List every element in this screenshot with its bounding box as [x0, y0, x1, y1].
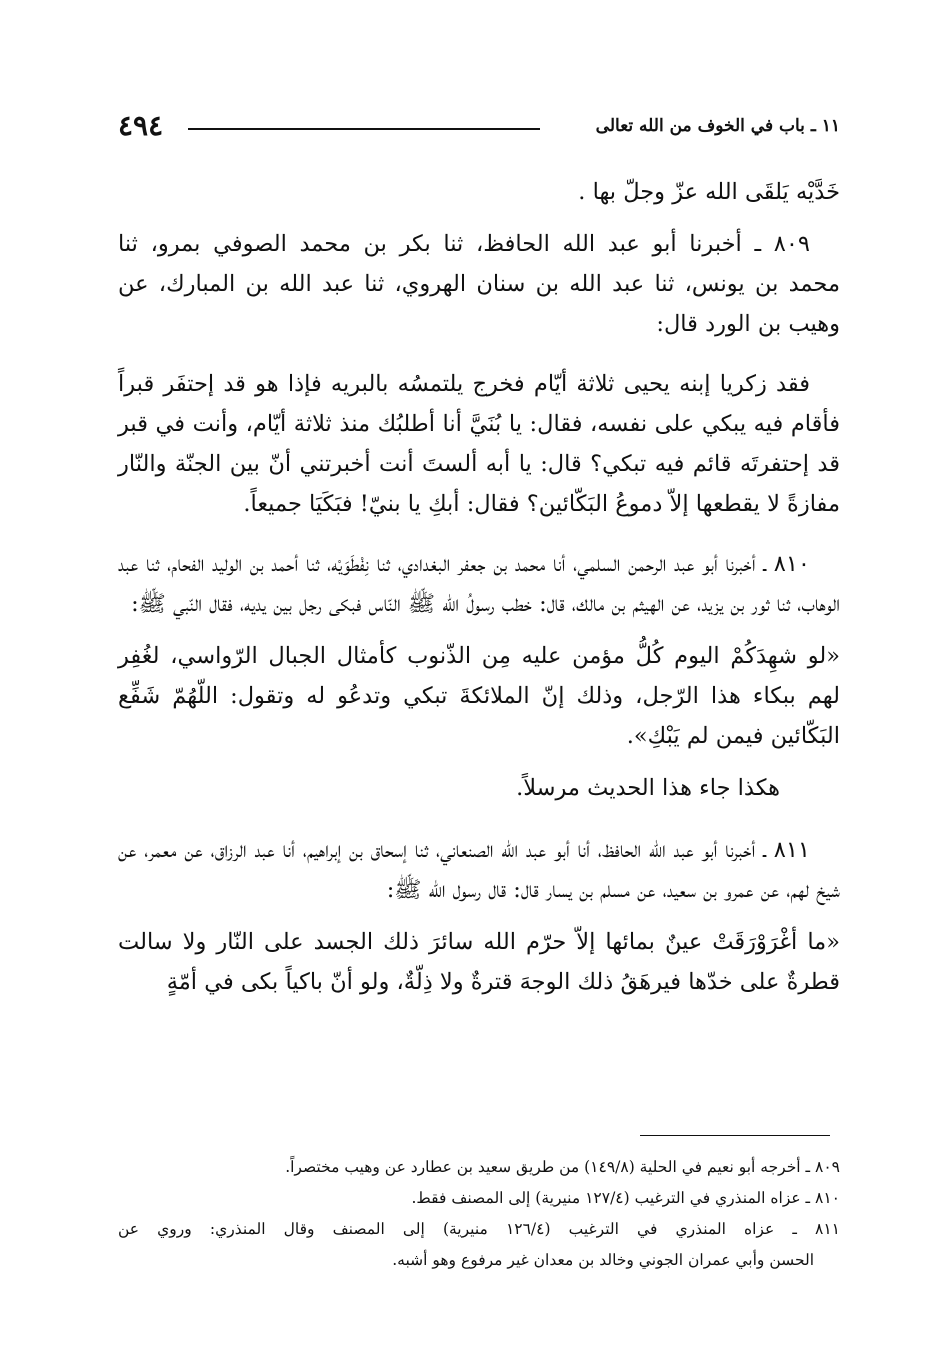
- hadith-809-isnad: [118, 224, 840, 344]
- hadith-810-note: هكذا جاء هذا الحديث مرسلاً.: [516, 775, 780, 801]
- continuation-line: خَدَّيْه يَلقَى الله عزّ وجلّ بها .: [578, 179, 840, 205]
- header-rule: [188, 128, 540, 130]
- hadith-809-line-1: ٨٠٩ ـ أخبرنا أبو عبد الله الحافظ، ثنا بكر بن محمد الصوفي بمرو، ثنا: [118, 231, 810, 257]
- hadith-810-isnad: ٨١٠ ـ أخبرنا أبو عبد الرحمن السلمي، أنا محمد بن جعفر البغدادي، ثنا نِفْطَوَيْه، ثنا أحمد بن الوليد الفحام، ثنا عبد الوهاب، ثنا ثور بن يزيد، عن الهيثم بن مالك، قال: خطب رسولُ الله ﷺ النّاس فبكى رجل بين يديه، فقال النّبي ﷺ:: [118, 551, 840, 617]
- footnote-rule: [640, 1135, 830, 1136]
- footnote-810: ٨١٠ ـ عزاه المنذري في الترغيب (١٢٧/٤ منيرية) إلى المصنف فقط.: [411, 1189, 840, 1207]
- hadith-811-isnad: ٨١١ ـ أخبرنا أبو عبد الله الحافظ، أنا أبو عبد الله الصنعاني، ثنا إسحاق بن إبراهيم، أنا عبد الرزاق، عن معمر، عن شيخ لهم، عن عمرو بن سعيد، عن مسلم بن يسار قال: قال رسول الله ﷺ:: [118, 837, 840, 903]
- page-number: ٤٩٤: [118, 109, 164, 142]
- hadith-811-text: «ما أغْرَوْرَقَتْ عينٌ بمائها إلاّ حرّم الله سائرَ ذلك الجسد على النّار ولا سالت قطرةٌ على خدّها فيرهَقُ ذلك الوجهَ قترةٌ ولا ذِلّةٌ، ولو أنّ باكياً بكى في أمّةٍ: [118, 929, 840, 995]
- running-header: [118, 108, 840, 144]
- footnote-811-line-1: ٨١١ ـ عزاه المنذري في الترغيب (١٢٦/٤ منيرية) إلى المصنف وقال المنذري: وروي عن: [118, 1220, 840, 1238]
- hadith-809-text: فقد زكريا إبنه يحيى ثلاثة أيّام فخرج يلتمسُه بالبريه فإذا هو قد إحتفَر قبراً فأقام فيه يبكي على نفسه، فقال: يا بُنَيَّ أنا أطلبُك منذ ثلاثة أيّام، وأنت في قبر قد إحتفرتَه قائم فيه تبكي؟ قال: يا أبه ألستَ أنت أخبرتني أنّ بين الجنّة والنّار مفازةً لا يقطعها إلاّ دموعُ البَكّائين؟ فقال: أبكِ يا بنيّ! فبَكَيَا جميعاً.: [118, 371, 840, 517]
- chapter-title: ١١ ـ باب في الخوف من الله تعالى: [595, 116, 840, 136]
- footnote-809: ٨٠٩ ـ أخرجه أبو نعيم في الحلية (١٤٩/٨) من طريق سعيد بن عطارد عن وهيب مختصراً.: [285, 1158, 840, 1176]
- hadith-809-line-3: وهيب بن الورد قال:: [656, 311, 840, 337]
- hadith-810-text: «لو شهِدَكُمْ اليوم كُلُّ مؤمن عليه مِن الذّنوب كأمثال الجبال الرّواسي، لغُفِر لهم ببكاء هذا الرّجل، وذلك إنّ الملائكةَ تبكي وتدعُو له وتقول: اللّهُمّ شَفِّع البَكّائين فيمن لم يَبْكِ».: [118, 643, 840, 749]
- footnote-811: [118, 1214, 840, 1276]
- main-text: [118, 172, 840, 1002]
- footnote-811-line-2: الحسن وأبي عمران الجوني وخالد بن معدان غير مرفوع وهو أشبه.: [392, 1251, 814, 1269]
- hadith-809-line-2: محمد بن يونس، ثنا عبد الله بن سنان الهروي، ثنا عبد الله بن المبارك، عن: [118, 271, 840, 297]
- footnotes: [118, 1152, 840, 1276]
